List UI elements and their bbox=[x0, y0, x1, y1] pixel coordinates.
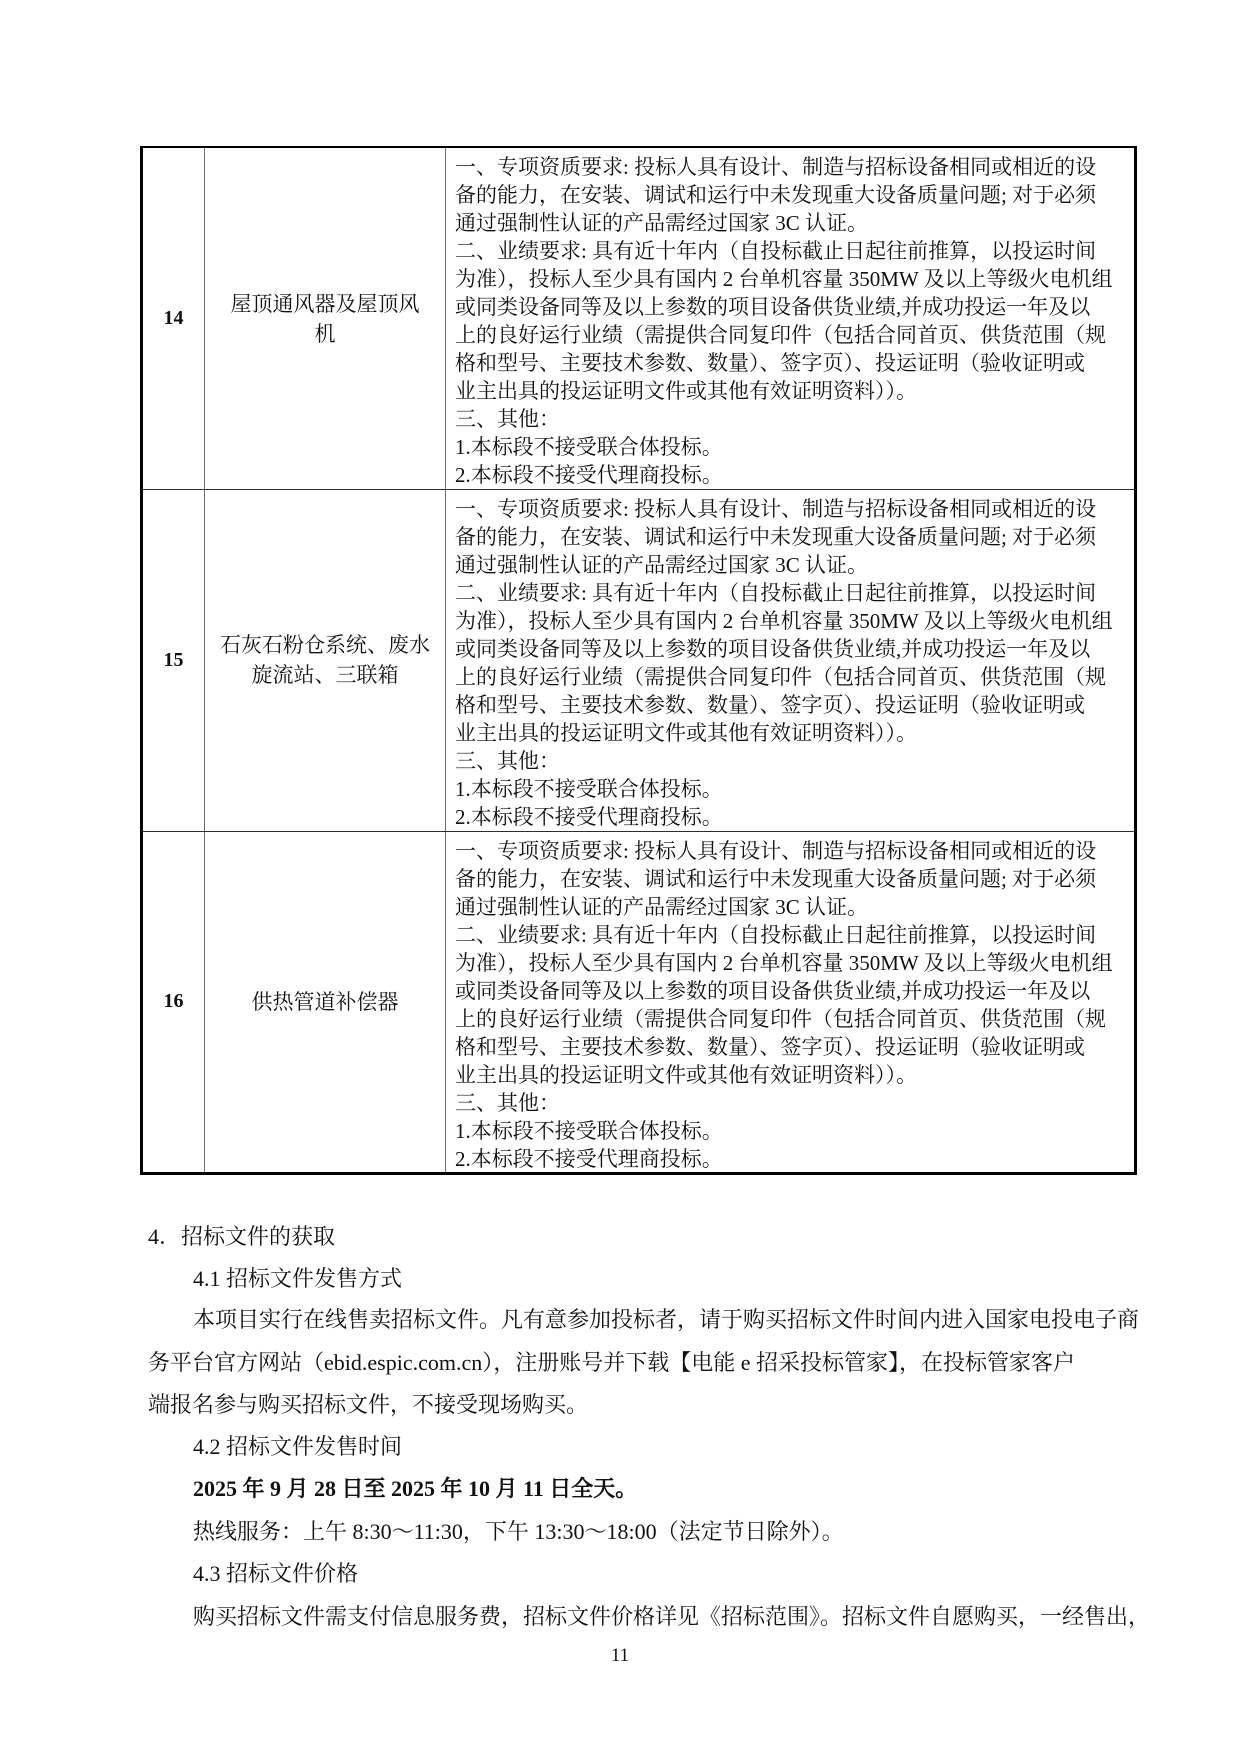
requirement-line: 上的良好运行业绩（需提供合同复印件（包括合同首页、供货范围（规 bbox=[455, 665, 1106, 690]
requirement-line: 2.本标段不接受代理商投标。 bbox=[455, 805, 723, 830]
row-number-cell bbox=[143, 148, 205, 489]
requirement-line: 通过强制性认证的产品需经过国家 3C 认证。 bbox=[455, 894, 869, 919]
requirement-line: 业主出具的投运证明文件或其他有效证明资料））。 bbox=[455, 1062, 917, 1087]
section-4-3-heading: 4.3 招标文件价格 bbox=[193, 1561, 359, 1586]
row-number: 15 bbox=[163, 648, 184, 671]
requirement-line: 一、专项资质要求: 投标人具有设计、制造与招标设备相同或相近的设 bbox=[455, 838, 1097, 863]
requirement-line: 备的能力，在安装、调试和运行中未发现重大设备质量问题; 对于必须 bbox=[455, 525, 1097, 550]
bid-sections-table bbox=[140, 146, 1137, 1175]
sale-method-paragraph-line: 本项目实行在线售卖招标文件。凡有意参加投标者，请于购买招标文件时间内进入国家电投电子商 bbox=[193, 1307, 1140, 1332]
requirement-line: 一、专项资质要求: 投标人具有设计、制造与招标设备相同或相近的设 bbox=[455, 497, 1097, 522]
section-4-1-heading: 4.1 招标文件发售方式 bbox=[193, 1266, 403, 1291]
section-4-2-heading: 4.2 招标文件发售时间 bbox=[193, 1434, 403, 1459]
requirements-cell bbox=[446, 832, 1134, 1172]
requirement-line: 或同类设备同等及以上参数的项目设备供货业绩,并成功投运一年及以 bbox=[455, 978, 1091, 1003]
requirement-line: 为准），投标人至少具有国内 2 台单机容量 350MW 及以上等级火电机组 bbox=[455, 950, 1113, 975]
requirement-line: 三、其他： bbox=[455, 1090, 560, 1115]
requirement-line: 1.本标段不接受联合体投标。 bbox=[455, 1118, 723, 1143]
requirement-line: 为准），投标人至少具有国内 2 台单机容量 350MW 及以上等级火电机组 bbox=[455, 267, 1113, 291]
item-name-cell bbox=[205, 490, 446, 830]
item-name-line: 机 bbox=[314, 321, 336, 346]
requirement-line: 1.本标段不接受联合体投标。 bbox=[455, 777, 723, 802]
row-number: 14 bbox=[163, 307, 184, 330]
row-number-cell bbox=[143, 490, 205, 830]
table-row bbox=[143, 489, 1134, 830]
price-paragraph-line: 购买招标文件需支付信息服务费，招标文件价格详见《招标范围》。招标文件自愿购买，一经售出， bbox=[193, 1604, 1151, 1629]
row-number: 16 bbox=[163, 990, 184, 1013]
item-name-line: 石灰石粉仓系统、废水 bbox=[220, 633, 430, 658]
requirement-line: 通过强制性认证的产品需经过国家 3C 认证。 bbox=[455, 553, 869, 578]
requirement-line: 备的能力，在安装、调试和运行中未发现重大设备质量问题; 对于必须 bbox=[455, 866, 1097, 891]
requirement-line: 上的良好运行业绩（需提供合同复印件（包括合同首页、供货范围（规 bbox=[455, 323, 1106, 347]
requirements-cell bbox=[446, 148, 1134, 489]
requirement-line: 格和型号、主要技术参数、数量）、签字页）、投运证明（验收证明或 bbox=[455, 1034, 1085, 1059]
requirement-line: 2.本标段不接受代理商投标。 bbox=[455, 463, 723, 487]
requirement-line: 格和型号、主要技术参数、数量）、签字页）、投运证明（验收证明或 bbox=[455, 351, 1085, 375]
sale-time-value: 2025 年 9 月 28 日至 2025 年 10 月 11 日全天。 bbox=[193, 1476, 638, 1501]
requirement-line: 二、业绩要求: 具有近十年内（自投标截止日起往前推算，以投运时间 bbox=[455, 239, 1097, 263]
sale-method-paragraph-line: 端报名参与购买招标文件，不接受现场购买。 bbox=[148, 1392, 589, 1417]
item-name-line: 供热管道补偿器 bbox=[251, 989, 399, 1014]
requirement-line: 备的能力，在安装、调试和运行中未发现重大设备质量问题; 对于必须 bbox=[455, 183, 1097, 207]
requirement-line: 业主出具的投运证明文件或其他有效证明资料））。 bbox=[455, 379, 917, 403]
requirement-line: 为准），投标人至少具有国内 2 台单机容量 350MW 及以上等级火电机组 bbox=[455, 609, 1113, 634]
item-name-line: 屋顶通风器及屋顶风 bbox=[230, 291, 420, 316]
item-name-cell bbox=[205, 148, 446, 489]
requirement-line: 业主出具的投运证明文件或其他有效证明资料））。 bbox=[455, 721, 917, 746]
requirement-line: 格和型号、主要技术参数、数量）、签字页）、投运证明（验收证明或 bbox=[455, 693, 1085, 718]
page-number: 11 bbox=[610, 1645, 630, 1666]
requirement-line: 或同类设备同等及以上参数的项目设备供货业绩,并成功投运一年及以 bbox=[455, 637, 1091, 662]
requirement-line: 2.本标段不接受代理商投标。 bbox=[455, 1146, 723, 1171]
sale-method-paragraph-line: 务平台官方网站（ebid.espic.com.cn），注册账号并下载【电能 e 招采投标管家】，在投标管家客户 bbox=[148, 1350, 1075, 1375]
requirement-line: 上的良好运行业绩（需提供合同复印件（包括合同首页、供货范围（规 bbox=[455, 1006, 1106, 1031]
item-name-cell bbox=[205, 832, 446, 1172]
requirement-line: 三、其他： bbox=[455, 407, 560, 431]
table-row bbox=[143, 148, 1134, 489]
requirements-cell bbox=[446, 490, 1134, 830]
table-row bbox=[143, 831, 1134, 1172]
row-number-cell bbox=[143, 832, 205, 1172]
hotline-text: 热线服务：上午 8:30～11:30，下午 13:30～18:00（法定节日除外）。 bbox=[193, 1519, 844, 1544]
requirement-line: 二、业绩要求: 具有近十年内（自投标截止日起往前推算，以投运时间 bbox=[455, 922, 1097, 947]
requirement-line: 一、专项资质要求: 投标人具有设计、制造与招标设备相同或相近的设 bbox=[455, 155, 1097, 179]
requirement-line: 1.本标段不接受联合体投标。 bbox=[455, 435, 723, 459]
requirement-line: 通过强制性认证的产品需经过国家 3C 认证。 bbox=[455, 211, 869, 235]
item-name-line: 旋流站、三联箱 bbox=[251, 663, 399, 688]
section-4-heading: 4．招标文件的获取 bbox=[148, 1224, 336, 1249]
requirement-line: 三、其他： bbox=[455, 749, 560, 774]
requirement-line: 或同类设备同等及以上参数的项目设备供货业绩,并成功投运一年及以 bbox=[455, 295, 1091, 319]
requirement-line: 二、业绩要求: 具有近十年内（自投标截止日起往前推算，以投运时间 bbox=[455, 581, 1097, 606]
